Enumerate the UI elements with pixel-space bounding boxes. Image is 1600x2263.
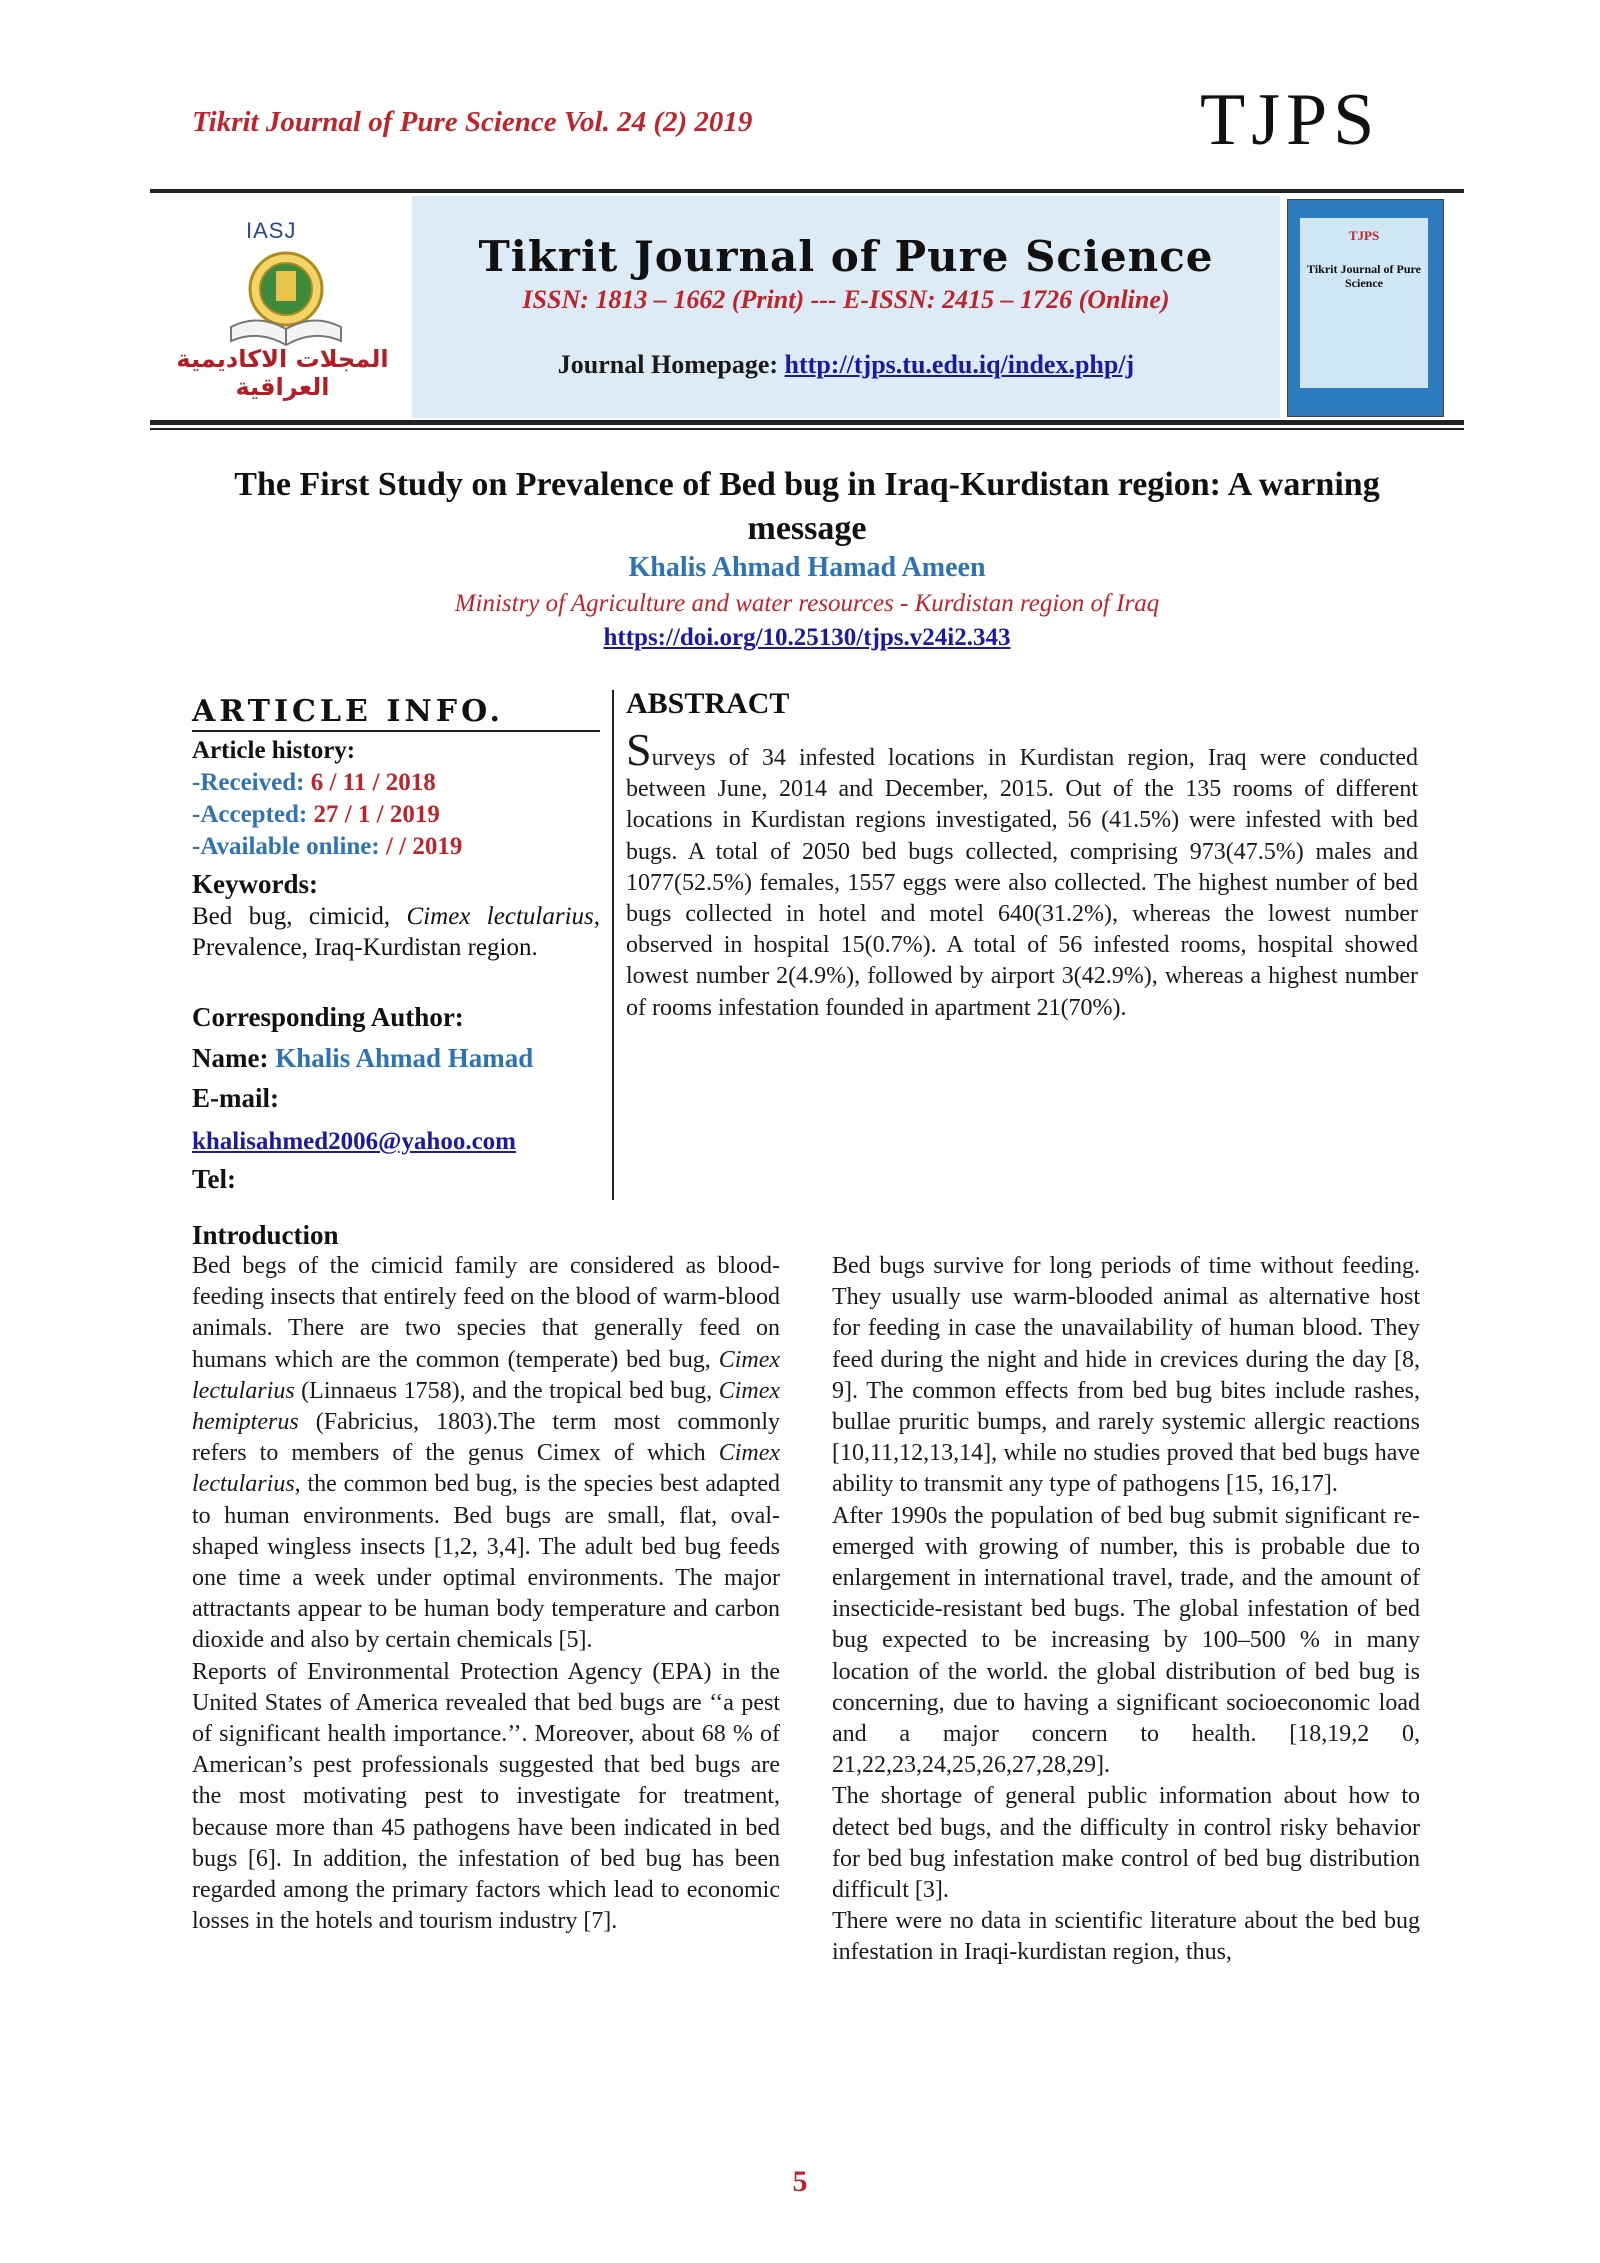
corresponding-label: Corresponding Author: [192, 1002, 464, 1032]
intro-p1-part-a: Bed begs of the cimicid family are considered as blood-feeding insects that entirely feed on the blood of warm-blood animals. There are two species that generally feed on humans which are the common (temperate) bed bug, [192, 1253, 780, 1373]
email-address [192, 1126, 600, 1157]
name-label: Name: [192, 1043, 276, 1073]
article-author: Khalis Ahmad Hamad Ameen [628, 552, 986, 583]
abstract-heading: ABSTRACT [626, 687, 790, 720]
introduction-heading: Introduction [192, 1220, 339, 1250]
keywords-species: Cimex lectularius [406, 903, 594, 930]
keywords-text-2: , Prevalence, Iraq-Kurdistan region. [192, 903, 600, 961]
name-value: Khalis Ahmad Hamad [275, 1043, 534, 1073]
homepage-link[interactable]: http://tjps.tu.edu.iq/index.php/j [784, 350, 1135, 379]
column-divider [612, 690, 614, 1200]
book-emblem-icon [225, 245, 347, 349]
article-doi [180, 624, 1434, 652]
cover-abbrev: TJPS [1348, 228, 1380, 243]
keywords-label: Keywords: [192, 869, 318, 899]
intro-species-3: Cimex lectularius [192, 1440, 780, 1498]
iasj-arabic-name: المجلات الاكاديمية العراقية [176, 345, 389, 401]
abstract-body: urveys of 34 infested locations in Kurdistan region, Iraq were conducted between June, 2014 and December, 2015. Out of the 135 rooms of different locations in Kurdistan regions investigated, 56 (41.5%) were infested with bed bugs. A total of 2050 bed bugs collected, comprising 973(47.5%) males and 1077(52.5%) females, 1557 eggs were also collected. The highest number of bed bugs collected in hotel and motel 640(31.2%), whereas the lowest number observed in hospital 15(0.7%). A total of 56 infested rooms, hospital showed lowest number 2(4.9%), followed by airport 3(42.9%), whereas a highest number of rooms infestation founded in apartment 21(70%). [626, 745, 1418, 1021]
intro-p1-part-d: , the common bed bug, is the species best adapted to human environments. Bed bugs are small, flat, oval-shaped wingless insects [1,2, 3,4]. The adult bed bug feeds one time a week under optimal environments. The major attractants appear to be human body temperature and carbon dioxide and also by certain chemicals [5]. [192, 1471, 780, 1654]
intro-paragraph: Reports of Environmental Protection Agency (EPA) in the United States of America revealed that bed bugs are ‘‘a pest of significant health importance.’’. Moreover, about 68 % of American’s pest professionals suggested that bed bugs are the most motivating pest to investigate for treatment, because more than 45 pathogens have been indicated in bed bugs [6]. In addition, the infestation of bed bug has been regarded among the primary factors which lead to economic losses in the hotels and tourism industry [7]. [192, 1658, 780, 1935]
online-date [192, 831, 600, 862]
article-affiliation: Ministry of Agriculture and water resources - Kurdistan region of Iraq [454, 590, 1160, 617]
intro-paragraph: Bed bugs survive for long periods of time without feeding. They usually use warm-blooded animal as alternative host for feeding in case the unavailability of human blood. They feed during the night and hide in crevices during the day [8, 9]. The common effects from bed bug bites include rashes, bullae pruritic bumps, and rarely systemic allergic reactions [10,11,12,13,14], while no studies proved that bed bugs have ability to transmit any type of pathogens [15, 16,17]. [832, 1253, 1420, 1498]
author-name [192, 1043, 600, 1074]
intro-p1-part-c: (Fabricius, 1803).The term most commonly refers to members of the genus Cimex of which [192, 1409, 780, 1467]
abstract-dropcap: S [626, 724, 652, 775]
tel-label: Tel: [192, 1164, 237, 1194]
homepage-label: Journal Homepage: [557, 350, 785, 379]
banner-bottom-rule-thin [150, 428, 1464, 430]
iasj-logo-text: IASJ [246, 218, 297, 243]
received-label: -Received: [192, 769, 311, 796]
received-date [192, 767, 600, 798]
intro-p1-part-b: (Linnaeus 1758), and the tropical bed bug, [294, 1377, 719, 1404]
email-link[interactable]: khalisahmed2006@yahoo.com [192, 1128, 516, 1155]
cover-title: Tikrit Journal of Pure Science [1307, 262, 1421, 290]
email-label: E-mail: [192, 1083, 279, 1113]
journal-abbrev: TJPS [1200, 79, 1381, 161]
keywords-text-1: Bed bug, cimicid, [192, 903, 407, 930]
received-value: 6 / 11 / 2018 [310, 769, 436, 796]
intro-right-column [832, 1251, 1420, 1969]
history-label: Article history: [192, 737, 356, 764]
intro-left-column [192, 1251, 780, 1937]
online-value: / / 2019 [385, 833, 463, 860]
intro-paragraph: After 1990s the population of bed bug submit significant re-emerged with growing of number, this is probable due to enlargement in international travel, trade, and the amount of insecticide-resistant bed bugs. The global infestation of bed bug expected to be increasing by 100–500 % in many location of the world. the global distribution of bed bug is concerning, due to having a significant socioeconomic load and a major concern to health. [18,19,2 0, 21,22,23,24,25,26,27,28,29]. [832, 1502, 1420, 1779]
intro-paragraph: There were no data in scientific literature about the bed bug infestation in Iraqi-kurdistan region, thus, [832, 1908, 1420, 1966]
accepted-label: -Accepted: [192, 801, 314, 828]
accepted-date [192, 799, 600, 830]
banner-bottom-rule [150, 420, 1464, 425]
intro-species-2: Cimex hemipterus [192, 1377, 780, 1436]
accepted-value: 27 / 1 / 2019 [313, 801, 440, 828]
intro-paragraph: The shortage of general public information about how to detect bed bugs, and the difficulty in control risky behavior for bed bug infestation make control of bed bug distribution difficult [3]. [832, 1783, 1420, 1904]
article-info-rule [192, 730, 600, 732]
doi-link[interactable]: https://doi.org/10.25130/tjps.v24i2.343 [603, 624, 1011, 651]
article-info-heading: ARTICLE INFO. [192, 694, 504, 729]
journal-homepage [412, 350, 1280, 380]
page-number: 5 [792, 2165, 808, 2198]
intro-paragraph [192, 1251, 780, 1657]
keywords-list [192, 901, 600, 963]
article-title: The First Study on Prevalence of Bed bug in Iraq-Kurdistan region: A warning message [234, 466, 1380, 547]
intro-species-1: Cimex lectularius [192, 1346, 780, 1404]
journal-issn: ISSN: 1813 – 1662 (Print) --- E-ISSN: 2415 – 1726 (Online) [522, 285, 1170, 314]
online-label: -Available online: [192, 833, 386, 860]
running-header: Tikrit Journal of Pure Science Vol. 24 (2) 2019 [192, 106, 753, 138]
abstract-text [626, 724, 1418, 1024]
banner-top-rule [150, 189, 1464, 193]
journal-title: Tikrit Journal of Pure Science [478, 232, 1214, 281]
